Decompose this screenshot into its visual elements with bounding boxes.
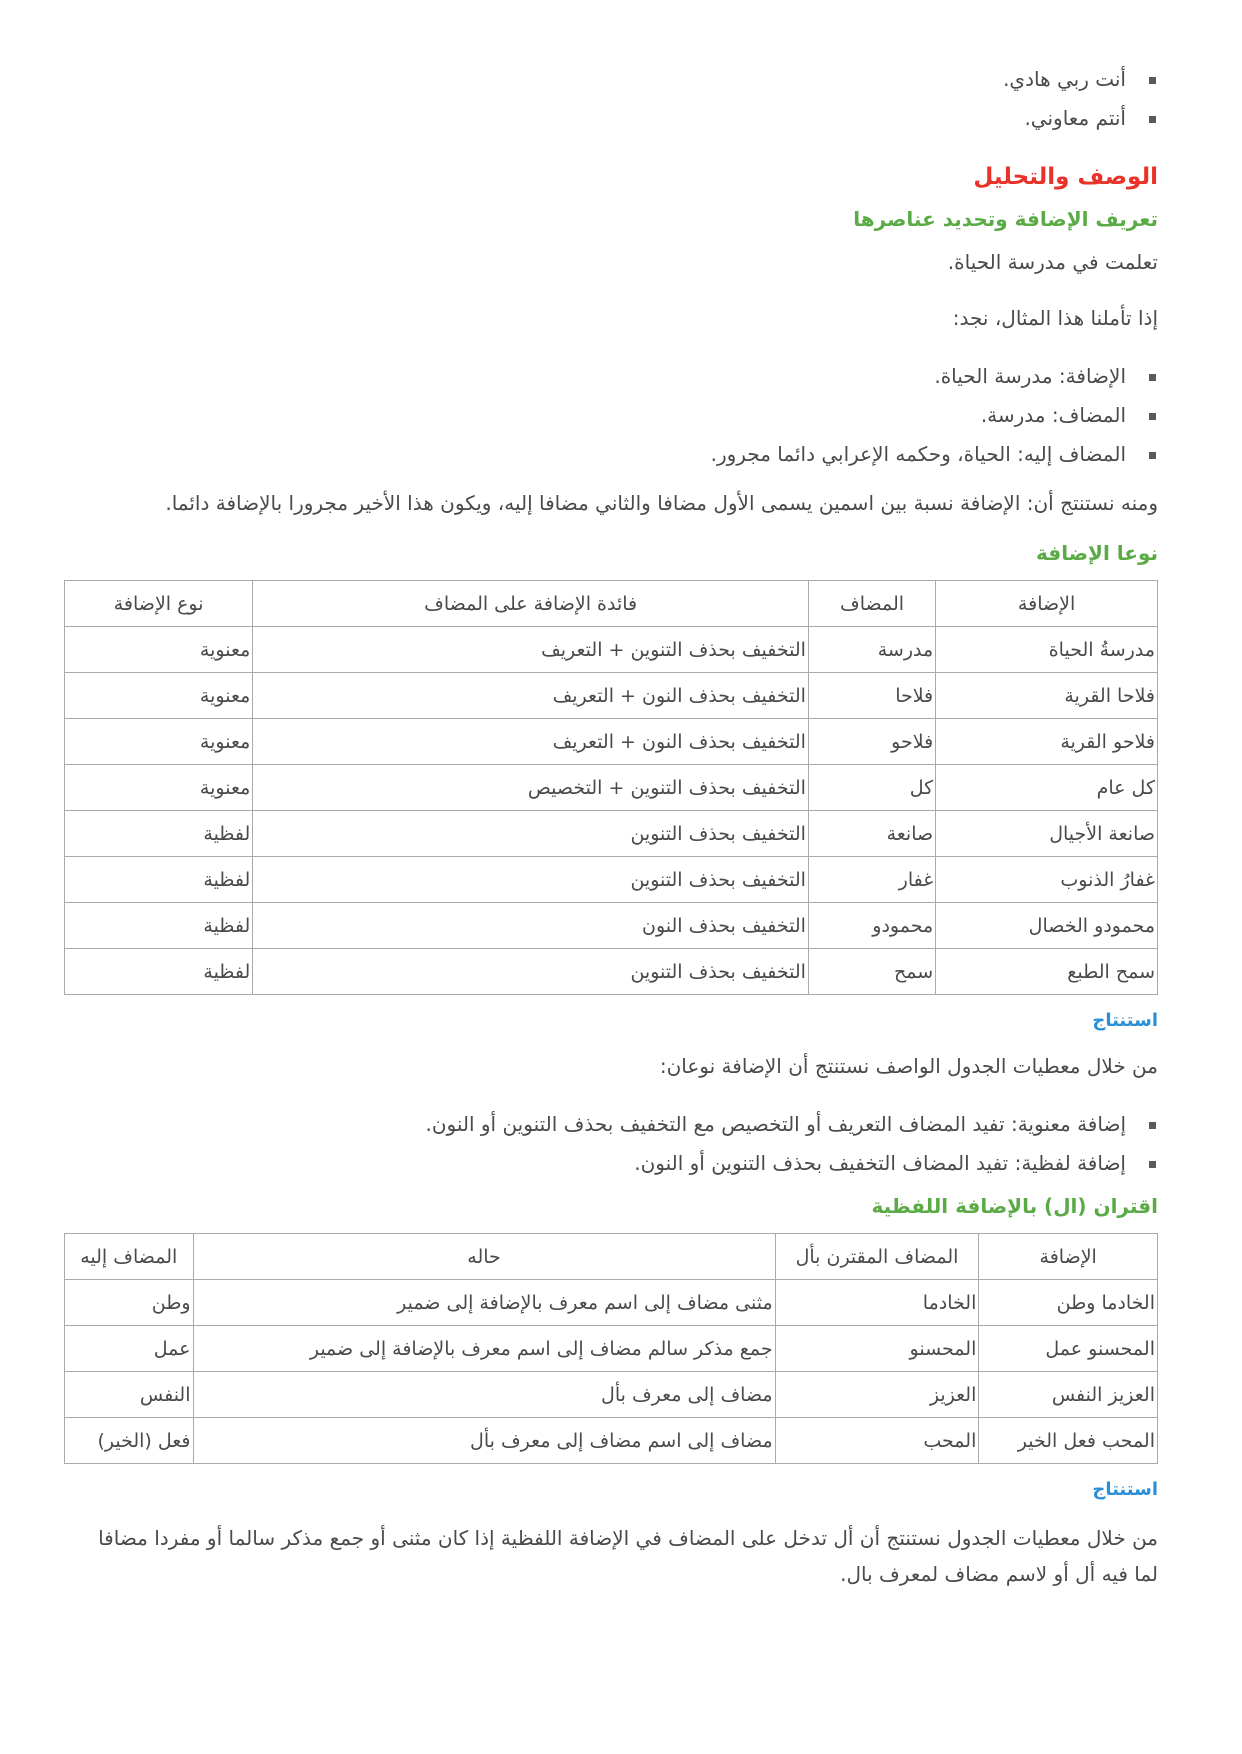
- table-cell: فلاحا: [808, 673, 935, 719]
- table-cell: التخفيف بحذف التنوين + التخصيص: [253, 765, 809, 811]
- table-cell: التخفيف بحذف التنوين: [253, 811, 809, 857]
- table-cell: مدرسةُ الحياة: [936, 627, 1158, 673]
- table-cell: التخفيف بحذف التنوين + التعريف: [253, 627, 809, 673]
- table-cell: سمح الطبع: [936, 949, 1158, 995]
- example-sentence: تعلمت في مدرسة الحياة.: [947, 250, 1158, 274]
- section-title: الوصف والتحليل: [973, 164, 1158, 190]
- table-row: [65, 673, 1158, 719]
- table-cell: المحسنو عمل: [979, 1326, 1158, 1372]
- table-cell: المحب: [775, 1418, 979, 1464]
- table-cell: سمح: [808, 949, 935, 995]
- table-cell: العزيز: [775, 1372, 979, 1418]
- conclusion-line: لما فيه أل أو لاسم مضاف لمعرف بال.: [840, 1562, 1158, 1586]
- table-header-row: [65, 581, 1158, 627]
- document-content: [64, 60, 1158, 1592]
- column-header: الإضافة: [979, 1234, 1158, 1280]
- table-cell: جمع مذكر سالم مضاف إلى اسم معرف بالإضافة إلى ضمير: [193, 1326, 775, 1372]
- table-cell: معنوية: [65, 765, 253, 811]
- table-cell: مضاف إلى اسم مضاف إلى معرف بأل: [193, 1418, 775, 1464]
- table-cell: لفظية: [65, 903, 253, 949]
- column-header: المضاف المقترن بأل: [775, 1234, 979, 1280]
- table-row: [65, 1372, 1158, 1418]
- list-item: إضافة معنوية: تفيد المضاف التعريف أو التخصيص مع التخفيف بحذف التنوين أو النون.: [64, 1105, 1158, 1144]
- table-row: [65, 857, 1158, 903]
- table-cell: عمل: [65, 1326, 194, 1372]
- types-table: [64, 580, 1158, 995]
- reflection-intro: إذا تأملنا هذا المثال، نجد:: [952, 306, 1158, 330]
- analysis-bullet-list: [64, 357, 1158, 474]
- table-cell: المحسنو: [775, 1326, 979, 1372]
- table-cell: لفظية: [65, 857, 253, 903]
- list-item: أنتم معاوني.: [64, 99, 1158, 138]
- table-cell: التخفيف بحذف التنوين: [253, 857, 809, 903]
- column-header: نوع الإضافة: [65, 581, 253, 627]
- table-row: [65, 1326, 1158, 1372]
- list-item: أنت ربي هادي.: [64, 60, 1158, 99]
- table-header-row: [65, 1234, 1158, 1280]
- table-cell: صانعة الأجيال: [936, 811, 1158, 857]
- table-row: [65, 1418, 1158, 1464]
- table-cell: فلاحو: [808, 719, 935, 765]
- table-cell: التخفيف بحذف النون: [253, 903, 809, 949]
- table-cell: غفار: [808, 857, 935, 903]
- table-cell: التخفيف بحذف التنوين: [253, 949, 809, 995]
- column-header: المضاف: [808, 581, 935, 627]
- table-cell: غفارُ الذنوب: [936, 857, 1158, 903]
- table-cell: محمودو: [808, 903, 935, 949]
- subtitle-definition: تعريف الإضافة وتحديد عناصرها: [853, 207, 1158, 231]
- subtitle-al: اقتران (ال) بالإضافة اللفظية: [871, 1194, 1158, 1218]
- table-cell: لفظية: [65, 811, 253, 857]
- table-cell: فلاحو القرية: [936, 719, 1158, 765]
- conclusion-line: من خلال معطيات الجدول نستنتج أن أل تدخل على المضاف في الإضافة اللفظية إذا كان مثنى أو جمع مذكر سالما أو مفردا مضافا: [98, 1526, 1158, 1550]
- conclusion-text: من خلال معطيات الجدول الواصف نستنتج أن الإضافة نوعان:: [659, 1054, 1158, 1078]
- list-item: المضاف: مدرسة.: [64, 396, 1158, 435]
- table-row: [65, 765, 1158, 811]
- column-header: الإضافة: [936, 581, 1158, 627]
- table-cell: مثنى مضاف إلى اسم معرف بالإضافة إلى ضمير: [193, 1280, 775, 1326]
- conclusion-label: استنتاج: [1092, 1010, 1158, 1031]
- table-cell: العزيز النفس: [979, 1372, 1158, 1418]
- table-row: [65, 627, 1158, 673]
- intro-bullet-list: [64, 60, 1158, 138]
- table-row: [65, 949, 1158, 995]
- list-item: الإضافة: مدرسة الحياة.: [64, 357, 1158, 396]
- table-cell: النفس: [65, 1372, 194, 1418]
- conclusion-definition: ومنه نستنتج أن: الإضافة نسبة بين اسمين يسمى الأول مضافا والثاني مضافا إليه، ويكون هذا الأخير مجرورا بالإضافة دائما.: [165, 491, 1158, 515]
- column-header: حاله: [193, 1234, 775, 1280]
- list-item: إضافة لفظية: تفيد المضاف التخفيف بحذف التنوين أو النون.: [64, 1144, 1158, 1183]
- table-cell: فلاحا القرية: [936, 673, 1158, 719]
- subtitle-types: نوعا الإضافة: [1036, 541, 1158, 565]
- table-row: [65, 903, 1158, 949]
- table-cell: مدرسة: [808, 627, 935, 673]
- table-row: [65, 719, 1158, 765]
- al-table: [64, 1233, 1158, 1464]
- conclusion-text: [64, 1520, 1158, 1592]
- table-row: [65, 811, 1158, 857]
- table-row: [65, 1280, 1158, 1326]
- table-cell: المحب فعل الخير: [979, 1418, 1158, 1464]
- table-cell: مضاف إلى معرف بأل: [193, 1372, 775, 1418]
- list-item: المضاف إليه: الحياة، وحكمه الإعرابي دائما مجرور.: [64, 435, 1158, 474]
- table-cell: التخفيف بحذف النون + التعريف: [253, 719, 809, 765]
- table-cell: فعل (الخير): [65, 1418, 194, 1464]
- table-cell: صانعة: [808, 811, 935, 857]
- table-cell: معنوية: [65, 719, 253, 765]
- table-cell: التخفيف بحذف النون + التعريف: [253, 673, 809, 719]
- table-cell: الخادما وطن: [979, 1280, 1158, 1326]
- table-cell: وطن: [65, 1280, 194, 1326]
- conclusion-label: استنتاج: [1092, 1479, 1158, 1500]
- table-cell: كل عام: [936, 765, 1158, 811]
- table-cell: معنوية: [65, 627, 253, 673]
- table-cell: محمودو الخصال: [936, 903, 1158, 949]
- types-bullet-list: [64, 1105, 1158, 1183]
- table-cell: معنوية: [65, 673, 253, 719]
- column-header: المضاف إليه: [65, 1234, 194, 1280]
- table-cell: الخادما: [775, 1280, 979, 1326]
- table-cell: كل: [808, 765, 935, 811]
- table-cell: لفظية: [65, 949, 253, 995]
- column-header: فائدة الإضافة على المضاف: [253, 581, 809, 627]
